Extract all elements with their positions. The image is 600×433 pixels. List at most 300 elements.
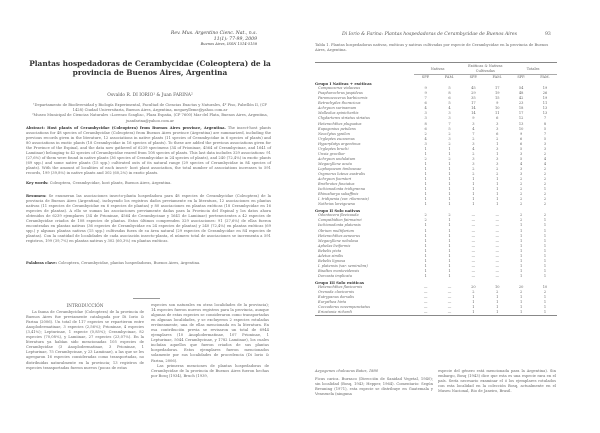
table-cell: 1 — [424, 238, 427, 243]
table-cell: 2 — [496, 290, 499, 295]
table-cell: 35 — [471, 96, 476, 101]
table-cell: 1 — [520, 228, 523, 233]
table-cell: 4 — [472, 126, 475, 131]
table-cell: — — [471, 223, 476, 228]
table-cell: 1 — [543, 273, 547, 278]
species-name: Eriostania richardi — [318, 310, 352, 315]
table-cell: 1 — [543, 243, 547, 248]
table-cell: — — [471, 273, 476, 278]
table-cell: — — [495, 268, 500, 273]
table-cell: 1 — [448, 161, 451, 166]
table-cell: 9 — [424, 86, 427, 91]
authors: Osvaldo R. DI IORIO¹ & Juan FARINA² — [107, 93, 193, 98]
table-cell: 3 — [520, 171, 523, 176]
abstract-label: Abstract: Host plants of Cerambycidae (Coleoptera) from Buenos Aires province, Argentina. — [26, 126, 226, 130]
header-exoticas: Exóticas & Nativas Cultivadas — [468, 64, 503, 74]
table-cell: 17 — [518, 111, 524, 116]
table-cell: 1 — [424, 202, 427, 207]
table-cell: 3 — [472, 161, 475, 166]
species-name: Urgleptes eucosmus — [318, 136, 355, 141]
table-cell: — — [495, 233, 500, 238]
species-name: Bebelis lignosa — [318, 258, 346, 263]
species-account-text: especie del género está mencionada para la Argentina). Sin embargo, Bosq (1943) dice que esta es una especie rara en el país. Sería necesario examinar el ó los ejemplares rotulados con esta localidad en la colección Bosq, actualmente en el Museu Nacional, Rio de Janeiro, Brasil. — [438, 369, 556, 394]
table-cell: 1 — [424, 146, 427, 151]
table-cell: 13 — [542, 111, 548, 116]
table-cell: 1 — [543, 228, 547, 233]
species-account-column-1 — [315, 369, 433, 400]
species-name: Paromoeocerus barbicornis — [318, 96, 368, 101]
group-label: Grupo III Solo exóticas — [315, 279, 365, 285]
table-cell: 1 — [520, 310, 523, 315]
table-cell: 26 — [542, 91, 548, 96]
table-cell: 2 — [448, 131, 451, 136]
table-cell: 1 — [424, 223, 427, 228]
table-cell: 1 — [496, 305, 499, 310]
table-cell: 1 — [496, 202, 499, 207]
palabras-label: Palabras clave: — [26, 261, 58, 265]
section-divider — [146, 298, 160, 299]
table-cell: 1 — [448, 192, 451, 197]
table-cell: 10 — [518, 126, 524, 131]
table-cell: 1 — [520, 268, 523, 273]
table-cell: — — [495, 263, 500, 268]
table-cell: 15 — [495, 96, 500, 101]
species-name: Hyperplatys argentinus — [318, 141, 361, 146]
table-cell: 1 — [424, 233, 427, 238]
table-cell: 1 — [448, 202, 451, 207]
article-title: Plantas hospedadoras de Cerambycidae (Coleoptera) de la provincia de Buenos Aires, Argentina — [29, 59, 271, 77]
table-cell: — — [423, 295, 428, 300]
table-cell: 2 — [520, 177, 523, 182]
affiliation-1: ¹Departamento de Biodiversidad y Biología Experimental, Facultad de Ciencias Exactas y Naturales, 4º Piso, Pabellón II, (CF 1428) Ciudad Universitaria, Buenos Aires, Argentina, megaeylleme@yahoo.com.ar — [33, 103, 267, 113]
species-name: Compsocerus violaceus — [318, 86, 361, 91]
table-cell: 2 — [543, 177, 547, 182]
table-cell: 1 — [520, 248, 523, 253]
table-cell: 6 — [424, 101, 427, 106]
table-cell: 18 — [518, 106, 524, 111]
species-name: Ischionodonta tridigranna — [318, 187, 365, 192]
table-cell: 7 — [424, 96, 427, 101]
table-cell: 9 — [424, 91, 427, 96]
table-cell: — — [423, 305, 428, 310]
table-cell: 3 — [424, 141, 427, 146]
table-cell: 2 — [543, 182, 547, 187]
table-cell: 29 — [471, 91, 476, 96]
table-cell: 2 — [424, 131, 427, 136]
table-cell: 4 — [448, 106, 451, 111]
intro-paragraph: especies son naturales en otras localidades de la provincia); 14 especies fueron nuevos registros para la provincia, aunque algunas de estas especies se consideraron como transportadas en algunas localidades, y se excluyeron 2 especies rotuladas erróneamente, una de ellas mencionada en la literatura. En esa contribución previa se revisaron un total de 6944 ejemplares (10 Anoplodermatinae, 107 Prioninae, 1 Lepturinae, 5044 Cerambycinae, y 1782 Lamiinae), los cuales incluían aquellos que fueron criados de sus plantas hospedadoras. Estos ejemplares fueron mencionados solamente por sus localidades de procedencia (Di Iorio & Farina, 2006). — [151, 303, 269, 363]
species-name: Aphelas liviformis — [318, 243, 351, 248]
table-cell: 19 — [495, 91, 500, 96]
table-cell: 2 — [543, 192, 547, 197]
table-cell: 17 — [471, 101, 476, 106]
journal-citation — [171, 31, 257, 48]
table-cell: 6 — [520, 141, 523, 146]
table-cell: 45 — [471, 86, 476, 91]
table-cell: 5 — [448, 126, 451, 131]
table-cell: — — [471, 218, 476, 223]
table-cell: 2 — [520, 192, 523, 197]
table-cell: 1 — [448, 197, 451, 202]
table-cell: — — [495, 273, 500, 278]
species-name: Retrachydes thoracicus — [318, 101, 361, 106]
table-caption: Tabla 1. Plantas hospedadoras nativas, exóticas y nativas cultivadas por especie de Cerambycidae en la provincia de Buenos Aires, Argentina. — [315, 43, 549, 52]
table-cell: 14 — [471, 106, 476, 111]
table-cell: 1 — [543, 187, 547, 192]
subheader-spp: SPP. — [461, 75, 485, 81]
table-cell: 2 — [472, 290, 475, 295]
table-cell: 6 — [496, 116, 499, 121]
table-cell: — — [447, 290, 452, 295]
table-cell: 7 — [448, 121, 451, 126]
table-cell: 1 — [424, 243, 427, 248]
table-cell: 10 — [495, 285, 500, 290]
table-cell: 2 — [520, 218, 523, 223]
species-name: Malleolus spinicharkis — [318, 111, 359, 116]
abstract — [26, 126, 271, 176]
table-cell: 1 — [520, 258, 523, 263]
table-cell: 48 — [518, 91, 524, 96]
table-cell: — — [495, 223, 500, 228]
table-cell: 1 — [520, 223, 523, 228]
table-cell: 1 — [472, 310, 475, 315]
table-cell: 1 — [543, 305, 547, 310]
table-cell: 2 — [448, 156, 451, 161]
table-cell: 2 — [496, 136, 499, 141]
table-cell: 3 — [543, 146, 547, 151]
table-cell: 17 — [495, 86, 500, 91]
table-cell: — — [495, 228, 500, 233]
intro-paragraph: Las primeras menciones de plantas hospedadoras de Cerambycidae de la provincia de Buenos Aires fueron hechas por Bosq (1934), Bruch (1939, — [151, 363, 269, 378]
table-cell: 10 — [495, 106, 500, 111]
table-cell: 5 — [543, 136, 547, 141]
table-cell: 1 — [472, 197, 475, 202]
table-cell: 11 — [495, 111, 500, 116]
table-cell: — — [471, 228, 476, 233]
header-totales: Totales — [526, 66, 540, 71]
table-cell: 2 — [424, 213, 427, 218]
running-head: Di Iorio & Farina: Plantas hospedadoras de Cerambycidae de Buenos Aires — [342, 32, 518, 37]
table-cell: — — [471, 243, 476, 248]
species-name: Odontocera flavicauda — [318, 213, 359, 218]
table-cell: 1 — [496, 192, 499, 197]
table-cell: 1 — [448, 258, 451, 263]
table-cell: 2 — [496, 171, 499, 176]
table-cell: 4 — [424, 136, 427, 141]
table-cell: 2 — [543, 166, 547, 171]
table-cell: — — [471, 233, 476, 238]
table-group-header — [315, 64, 557, 75]
table-cell: 1 — [496, 141, 499, 146]
table-cell: 2 — [472, 151, 475, 156]
table-cell: 7 — [472, 131, 475, 136]
species-name: Brothrotes fasciatus — [318, 182, 355, 187]
table-cell: 1 — [496, 310, 499, 315]
table-cell: 1 — [543, 238, 547, 243]
species-name: Bebelis picta — [318, 248, 342, 253]
table-cell: 1 — [520, 243, 523, 248]
table-cell: 1 — [543, 218, 547, 223]
journal-line-3: Buenos Aires, ISSN 1514-5158 — [200, 42, 257, 47]
group-label: Grupo I Nativas + exóticas — [315, 81, 372, 87]
species-name: Dorcasta implicata — [318, 273, 352, 278]
table-cell: — — [423, 300, 428, 305]
table-cell: 9 — [496, 101, 499, 106]
table-cell: 3 — [448, 111, 451, 116]
resumen-text: Se enumeran las asociaciones insecto-planta hospedadora para 48 especies de Cerambycidae (Coleoptera) de la provincia de Buenos Aires (Argentina), incluyendo los registros dados previamente en la literatura, 12 asociaciones en plantas nativas (11 especies de Cerambycidae en 6 especies de plantas) y 80 asociaciones en plantas exóticas (18 Cerambycidae en 16 especies de plantas). A ello se suman las asociaciones previamente dadas para la Provincia del Espinal y los datos ahora obtenidos de 6239 ejemplares (34 de Prioninae, 4564 de Cerambycinae y 1641 de Lamiinae) pertenecientes a 42 especies de Cerambycidae criados de 108 especies de plantas. Estos últimos comprenden 329 asociaciones: 91 (27,6%) de ellas fueron encontradas en plantas nativas (36 especies de Cerambycidae en 24 especies de plantas) y 240 (72,4%) en plantas exóticas (69 spp.) y algunas plantas nativas (15 spp.) cultivadas fuera de su área natural (29 especies de Cerambycidae en 84 especies de plantas). Con la cantidad de localidades de cada asociación insecto-planta, el número total de asociaciones se incrementa a 591 registros, 199 (39,7%) en plantas nativas y 302 (60,3%) en plantas exóticas. — [26, 194, 271, 244]
table-cell: 1 — [424, 177, 427, 182]
table-cell: 3 — [496, 161, 499, 166]
table-cell: 1 — [448, 243, 451, 248]
table-cell: 1 — [448, 238, 451, 243]
table-cell: 8 — [543, 121, 547, 126]
table-cell: 1 — [496, 177, 499, 182]
table-cell: 2 — [543, 197, 547, 202]
species-name: Coccoderus novempunctatus — [318, 305, 371, 310]
table-cell: — — [471, 248, 476, 253]
table-cell: — — [471, 268, 476, 273]
table-cell: 1 — [448, 187, 451, 192]
table-cell: — — [447, 310, 452, 315]
table-cell: 2 — [424, 156, 427, 161]
table-cell: 9 — [520, 131, 523, 136]
table-cell: 1 — [448, 166, 451, 171]
table-cell: 2 — [520, 290, 523, 295]
species-name: Megacyllene nebulosa — [318, 238, 359, 243]
table-cell: 1 — [448, 177, 451, 182]
table-cell: 3 — [496, 146, 499, 151]
subheader-spp: SPP. — [414, 75, 438, 81]
table-cell: 1 — [496, 295, 499, 300]
table-cell: 1 — [472, 187, 475, 192]
table-cell: 1 — [448, 146, 451, 151]
species-name: Psapharochrus jaspideus — [318, 91, 363, 96]
species-account-column-2 — [438, 369, 556, 397]
table-cell: 1 — [424, 192, 427, 197]
affiliations — [30, 103, 270, 124]
table-cell: 1 — [424, 151, 427, 156]
table-cell: 1 — [520, 295, 523, 300]
table-cell: 5 — [520, 146, 523, 151]
species-name: Heterachthes pluguatus — [318, 121, 362, 126]
species-name: Chydarteres striatus striatus — [318, 116, 370, 121]
table-cell: 9 — [472, 116, 475, 121]
table-cell: 3 — [448, 116, 451, 121]
table-cell: 1 — [543, 253, 547, 258]
table-cell: — — [495, 218, 500, 223]
keywords — [26, 181, 271, 186]
table-cell: 1 — [520, 253, 523, 258]
table-cell: — — [471, 253, 476, 258]
table-cell: 1 — [448, 273, 451, 278]
species-name: Achryson foersteri — [318, 177, 352, 182]
journal-line-2: 11(1): 77-99, 2009 — [213, 36, 257, 42]
table-cell: — — [495, 248, 500, 253]
palabras-text: Coleoptera, Cerambycidae, plantas hospedadoras, Buenos Aires, Argentina. — [58, 261, 201, 265]
table-cell: 1 — [424, 268, 427, 273]
table-cell: 6 — [424, 126, 427, 131]
table-cell: 2 — [543, 202, 547, 207]
species-name: Lophopoeum timbouvae — [318, 166, 362, 171]
table-cell: 14 — [471, 111, 476, 116]
table-cell: 1 — [520, 273, 523, 278]
table-cell: 6 — [520, 136, 523, 141]
species-name: Neoclytus ypsilon — [318, 131, 350, 136]
table-cell: 2 — [543, 151, 547, 156]
table-cell: — — [495, 243, 500, 248]
host-plant-table — [315, 62, 557, 317]
table-cell: 54 — [518, 86, 524, 91]
table-cell: 1 — [472, 305, 475, 310]
table-cell: 20 — [471, 285, 476, 290]
palabras-clave — [26, 261, 271, 266]
table-cell: 6 — [496, 131, 499, 136]
table-cell: 2 — [472, 166, 475, 171]
table-cell: 1 — [424, 248, 427, 253]
table-cell: 1 — [472, 182, 475, 187]
table-cell: 1 — [520, 305, 523, 310]
subheader-fam: FAM. — [485, 75, 509, 81]
table-cell: — — [471, 238, 476, 243]
species-name: Obrium multifarium — [318, 228, 355, 233]
table-cell: 1 — [520, 233, 523, 238]
table-cell: — — [423, 310, 428, 315]
table-cell: 1 — [424, 182, 427, 187]
table-cell: 3 — [472, 121, 475, 126]
species-name: Bisaltes montevidensis — [318, 268, 360, 273]
table-cell: 3 — [448, 136, 451, 141]
subheader-fam: FAM. — [533, 75, 557, 81]
table-cell: 20 — [518, 285, 524, 290]
table-cell: 1 — [496, 182, 499, 187]
table-cell: 2 — [472, 136, 475, 141]
table-cell: 1 — [543, 258, 547, 263]
table-cell: 19 — [542, 96, 548, 101]
species-name: Megacyllene acuta — [318, 161, 352, 166]
table-cell: 1 — [472, 300, 475, 305]
table-cell: 3 — [520, 166, 523, 171]
table-cell: — — [471, 263, 476, 268]
table-cell: 1 — [496, 300, 499, 305]
table-cell: 1 — [472, 192, 475, 197]
species-name: I. platensis (var. semirubra) — [318, 263, 368, 268]
table-cell: — — [447, 295, 452, 300]
keywords-text: Coleoptera, Cerambycidae, host plants, Buenos Aires, Argentina. — [49, 181, 172, 185]
table-cell: 1 — [543, 233, 547, 238]
species-name: Orenoda clavicornis — [318, 290, 355, 295]
table-cell: 42 — [518, 96, 524, 101]
table-cell: 1 — [448, 228, 451, 233]
table-cell: 4 — [520, 161, 523, 166]
table-cell: 1 — [496, 197, 499, 202]
page-number: 93 — [545, 32, 551, 37]
table-cell: 19 — [542, 86, 548, 91]
intro-column-2 — [151, 303, 269, 379]
table-cell: 1 — [448, 268, 451, 273]
table-cell: 11 — [542, 101, 548, 106]
table-cell: 2 — [520, 182, 523, 187]
table-cell: 1 — [448, 182, 451, 187]
subheader-fam: FAM. — [438, 75, 462, 81]
table-cell: 7 — [543, 131, 547, 136]
table-cell: 1 — [472, 177, 475, 182]
table-cell: 1 — [520, 300, 523, 305]
table-cell: 1 — [543, 248, 547, 253]
table-cell: 5 — [520, 156, 523, 161]
species-name: Adetus similis — [318, 253, 344, 258]
table-cell: 2 — [543, 290, 547, 295]
table-cell: — — [471, 258, 476, 263]
table-cell: — — [447, 300, 452, 305]
header-nativas: Nativas — [430, 66, 445, 71]
table-cell: 1 — [520, 263, 523, 268]
species-name: Oxymerus luteus australis — [318, 171, 366, 176]
table-cell: 2 — [520, 197, 523, 202]
table-cell: 2 — [472, 171, 475, 176]
resumen-label: Resumen: — [26, 194, 47, 198]
table-cell: 4 — [543, 161, 547, 166]
table-cell: 2 — [543, 213, 547, 218]
table-cell: 1 — [543, 300, 547, 305]
table-cell: 3 — [424, 111, 427, 116]
table-cell: 1 — [424, 187, 427, 192]
table-cell: 3 — [496, 126, 499, 131]
journal-line-1: Rev. Mus. Argentino Cienc. Nat., n.s. — [170, 31, 257, 36]
table-cell: 2 — [448, 213, 451, 218]
table-cell: 3 — [496, 156, 499, 161]
species-name: Eupogonius petulans — [318, 126, 356, 131]
table-cell: 1 — [543, 223, 547, 228]
table-cell: 4 — [543, 156, 547, 161]
affiliation-2: ²Museo Municipal de Ciencias Naturales «Lorenzo Scaglia», Plaza España, (CP 7600) Mar del Plata, Buenos Aires, Argentina, juanfarina@yahoo.com.ar — [32, 113, 268, 123]
keywords-label: Key words: — [26, 181, 49, 185]
table-cell: 1 — [496, 187, 499, 192]
table-cell: 1 — [448, 263, 451, 268]
table-cell: — — [471, 213, 476, 218]
table-cell: 1 — [424, 253, 427, 258]
table-cell: 6 — [448, 96, 451, 101]
species-name: Eurysthea hirta — [318, 300, 347, 305]
table-cell: 4 — [472, 146, 475, 151]
species-account-text: Ficus carica. Burzaco (Dirección de Sanidad Vegetal, 1940); sin localidad (Bosq, 1943; Hepper, 1964). Comentario: Según Breuning (1971), esta especie se distribuye en Guatemala y Venezuela (ninguna — [315, 377, 433, 397]
table-cell: 1 — [424, 197, 427, 202]
species-name: Nothrias loreigowna — [318, 202, 355, 207]
table-cell: 10 — [542, 285, 548, 290]
table-cell: 5 — [543, 126, 547, 131]
table-cell: 13 — [542, 106, 548, 111]
species-name: Unxia gracilior — [318, 151, 345, 156]
table-cell: 3 — [424, 116, 427, 121]
intro-paragraph: La fauna de Cerambycidae (Coleoptera) de la provincia de Buenos Aires fue previamente catalogada por Di Iorio & Farina (2006). Un total de 117 especies se repartieron entre Anoplodermatinae, 3 especies (2,56%); Prioninae, 4 especies (3,41%); Lepturinae, 1 especie (0,85%); Cerambycinae, 82 especies (70,08%), y Lamiinae, 27 especies (23,07%). En la literatura ya habían sido mencionadas 105 especies de Cerambycidae (3 Anoplodermatinae, 3 Prioninae, 1 Lepturinae, 75 Cerambycinae, y 23 Lamiinae), a las que se les agregaron 16 especies consideradas como transportadas, no distribuidas naturalmente en la provincia; 13 registros de especies transportadas fueron nuevos (pocas de estas — [26, 310, 144, 370]
table-cell: 13 — [518, 121, 524, 126]
table-cell: 3 — [520, 151, 523, 156]
table-cell: — — [495, 238, 500, 243]
resumen — [26, 194, 271, 244]
species-name: Achryson surinamum — [318, 106, 357, 111]
table-cell: — — [495, 213, 500, 218]
table-cell: 1 — [424, 258, 427, 263]
table-cell: — — [447, 305, 452, 310]
table-cell: 1 — [424, 263, 427, 268]
table-cell: 2 — [520, 187, 523, 192]
species-name: Heterachthes aeneorus — [318, 233, 361, 238]
species-name: Eutrypanus dorsalis — [318, 295, 355, 300]
table-cell: 12 — [518, 116, 524, 121]
table-cell: 1 — [472, 295, 475, 300]
table-cell: 1 — [448, 233, 451, 238]
species-name: Rhinodiarya subaffinis — [318, 192, 359, 197]
table-cell: 1 — [424, 171, 427, 176]
